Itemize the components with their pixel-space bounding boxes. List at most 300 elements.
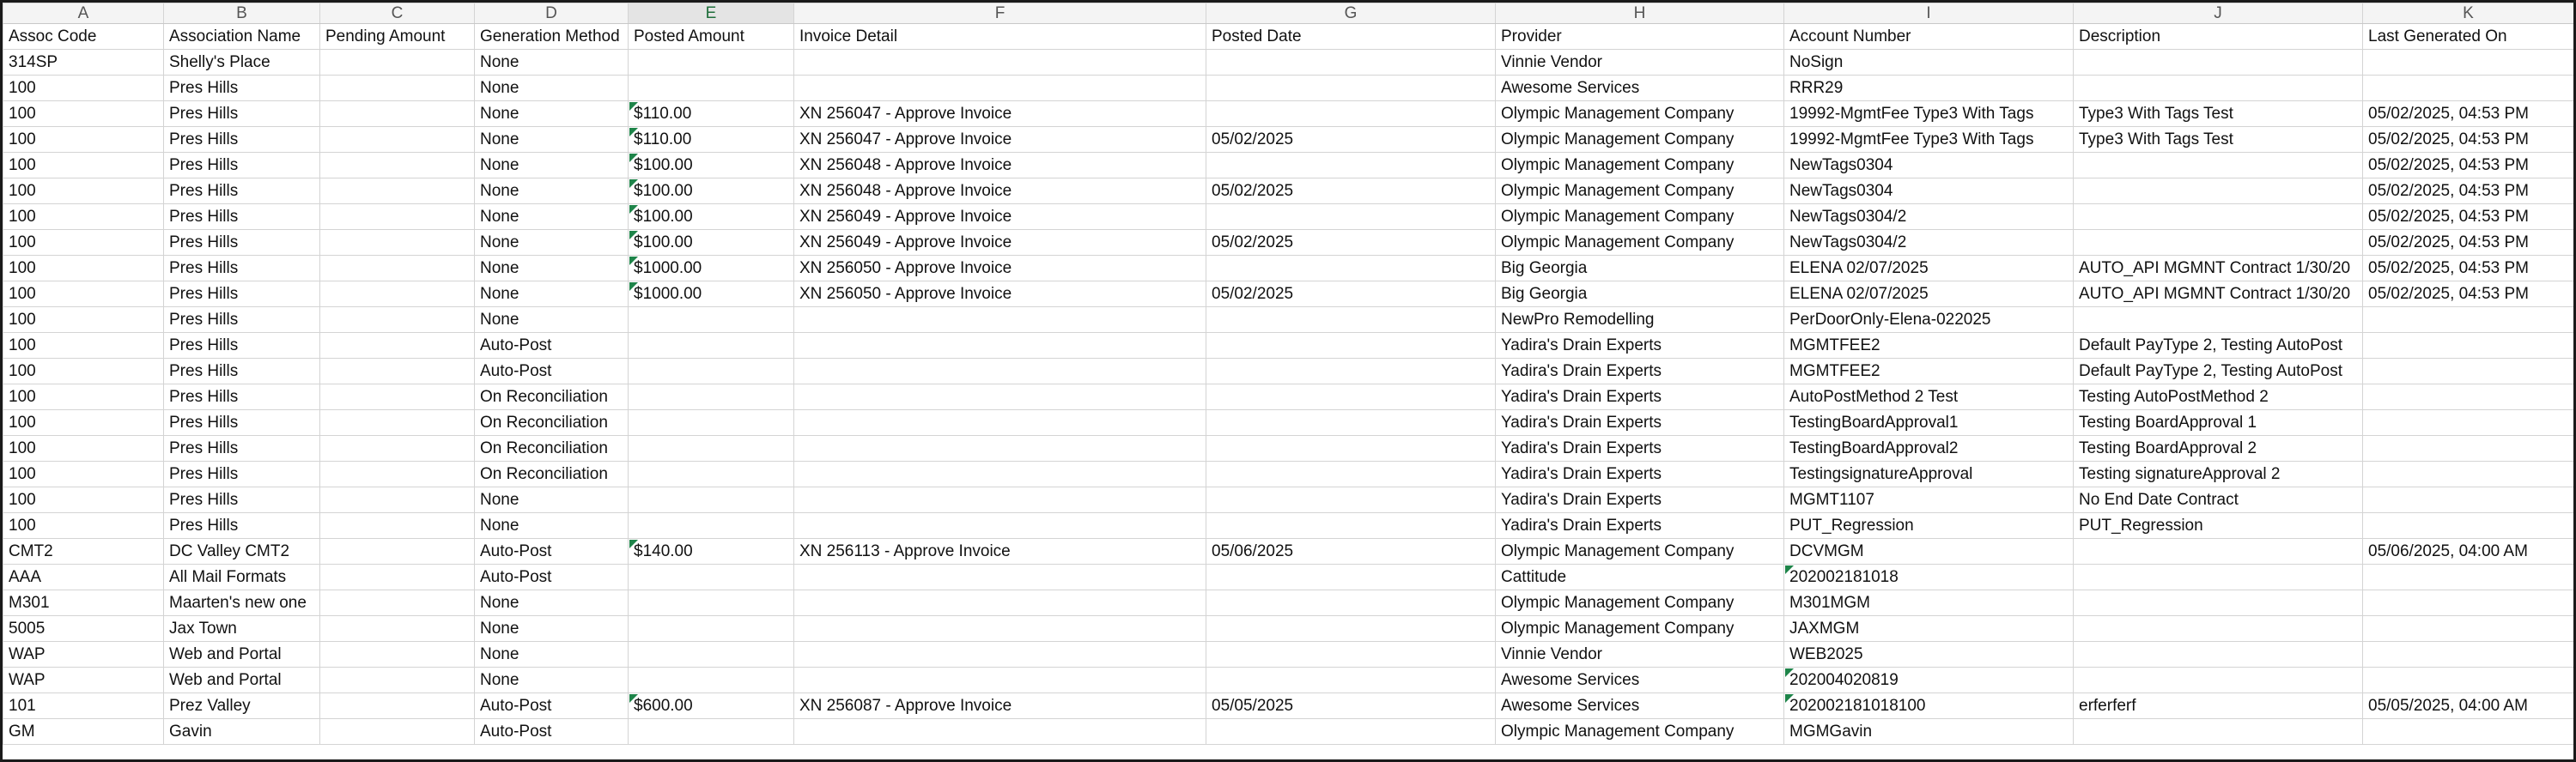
- column-letter-k[interactable]: K: [2363, 3, 2574, 24]
- cell-b[interactable]: [164, 616, 320, 642]
- cell-h[interactable]: [1496, 178, 1784, 204]
- cell-g[interactable]: [1206, 436, 1496, 462]
- cell-g[interactable]: [1206, 307, 1496, 333]
- cell-i[interactable]: [1784, 204, 2074, 230]
- cell-j[interactable]: [2074, 539, 2363, 565]
- cell-b[interactable]: [164, 590, 320, 616]
- cell-f[interactable]: [794, 256, 1206, 281]
- cell-g[interactable]: [1206, 281, 1496, 307]
- cell-b[interactable]: [164, 101, 320, 127]
- cell-e[interactable]: [629, 333, 794, 359]
- cell-d[interactable]: [475, 590, 629, 616]
- header-cell-e[interactable]: Posted Amount: [629, 24, 794, 50]
- cell-h[interactable]: [1496, 513, 1784, 539]
- cell-d[interactable]: [475, 50, 629, 76]
- cell-g[interactable]: [1206, 127, 1496, 153]
- cell-d[interactable]: [475, 153, 629, 178]
- cell-b[interactable]: [164, 281, 320, 307]
- cell-h[interactable]: [1496, 359, 1784, 384]
- cell-a[interactable]: [3, 436, 164, 462]
- cell-b[interactable]: [164, 256, 320, 281]
- cell-d[interactable]: [475, 410, 629, 436]
- cell-j[interactable]: [2074, 384, 2363, 410]
- cell-i[interactable]: [1784, 436, 2074, 462]
- cell-f[interactable]: [794, 693, 1206, 719]
- cell-c[interactable]: [320, 76, 475, 101]
- cell-h[interactable]: [1496, 668, 1784, 693]
- cell-h[interactable]: [1496, 307, 1784, 333]
- column-letter-d[interactable]: D: [475, 3, 629, 24]
- cell-f[interactable]: [794, 333, 1206, 359]
- cell-c[interactable]: [320, 616, 475, 642]
- column-letter-e[interactable]: E: [629, 3, 794, 24]
- cell-i[interactable]: [1784, 462, 2074, 487]
- cell-c[interactable]: [320, 50, 475, 76]
- cell-g[interactable]: [1206, 590, 1496, 616]
- cell-h[interactable]: [1496, 693, 1784, 719]
- cell-j[interactable]: [2074, 668, 2363, 693]
- cell-d[interactable]: [475, 333, 629, 359]
- cell-a[interactable]: [3, 719, 164, 745]
- cell-b[interactable]: [164, 513, 320, 539]
- cell-d[interactable]: [475, 539, 629, 565]
- cell-g[interactable]: [1206, 693, 1496, 719]
- cell-d[interactable]: [475, 436, 629, 462]
- cell-d[interactable]: [475, 307, 629, 333]
- cell-g[interactable]: [1206, 101, 1496, 127]
- cell-c[interactable]: [320, 230, 475, 256]
- cell-c[interactable]: [320, 307, 475, 333]
- cell-d[interactable]: [475, 101, 629, 127]
- cell-c[interactable]: [320, 281, 475, 307]
- cell-g[interactable]: [1206, 642, 1496, 668]
- cell-h[interactable]: [1496, 153, 1784, 178]
- cell-j[interactable]: [2074, 590, 2363, 616]
- cell-c[interactable]: [320, 565, 475, 590]
- cell-j[interactable]: [2074, 307, 2363, 333]
- cell-h[interactable]: [1496, 410, 1784, 436]
- cell-a[interactable]: [3, 153, 164, 178]
- cell-h[interactable]: [1496, 384, 1784, 410]
- header-cell-j[interactable]: Description: [2074, 24, 2363, 50]
- cell-h[interactable]: [1496, 487, 1784, 513]
- cell-b[interactable]: [164, 539, 320, 565]
- cell-b[interactable]: [164, 127, 320, 153]
- cell-d[interactable]: [475, 642, 629, 668]
- cell-g[interactable]: [1206, 230, 1496, 256]
- cell-j[interactable]: [2074, 359, 2363, 384]
- header-cell-b[interactable]: Association Name: [164, 24, 320, 50]
- cell-k[interactable]: [2363, 50, 2574, 76]
- cell-j[interactable]: [2074, 127, 2363, 153]
- cell-k[interactable]: [2363, 204, 2574, 230]
- cell-b[interactable]: [164, 333, 320, 359]
- cell-c[interactable]: [320, 513, 475, 539]
- cell-f[interactable]: [794, 436, 1206, 462]
- cell-d[interactable]: [475, 462, 629, 487]
- cell-a[interactable]: [3, 668, 164, 693]
- cell-j[interactable]: [2074, 462, 2363, 487]
- column-letter-g[interactable]: G: [1206, 3, 1496, 24]
- cell-i[interactable]: [1784, 307, 2074, 333]
- cell-a[interactable]: [3, 616, 164, 642]
- cell-h[interactable]: [1496, 256, 1784, 281]
- cell-i[interactable]: [1784, 230, 2074, 256]
- cell-f[interactable]: [794, 668, 1206, 693]
- cell-c[interactable]: [320, 642, 475, 668]
- cell-e[interactable]: [629, 693, 794, 719]
- cell-c[interactable]: [320, 127, 475, 153]
- cell-h[interactable]: [1496, 565, 1784, 590]
- cell-f[interactable]: [794, 127, 1206, 153]
- cell-b[interactable]: [164, 230, 320, 256]
- cell-f[interactable]: [794, 230, 1206, 256]
- cell-f[interactable]: [794, 359, 1206, 384]
- cell-d[interactable]: [475, 384, 629, 410]
- cell-c[interactable]: [320, 178, 475, 204]
- cell-b[interactable]: [164, 642, 320, 668]
- cell-a[interactable]: [3, 539, 164, 565]
- cell-g[interactable]: [1206, 719, 1496, 745]
- cell-f[interactable]: [794, 101, 1206, 127]
- cell-f[interactable]: [794, 487, 1206, 513]
- cell-j[interactable]: [2074, 230, 2363, 256]
- cell-k[interactable]: [2363, 256, 2574, 281]
- cell-g[interactable]: [1206, 539, 1496, 565]
- cell-b[interactable]: [164, 565, 320, 590]
- cell-a[interactable]: [3, 50, 164, 76]
- cell-i[interactable]: [1784, 668, 2074, 693]
- cell-e[interactable]: [629, 359, 794, 384]
- cell-b[interactable]: [164, 693, 320, 719]
- cell-k[interactable]: [2363, 513, 2574, 539]
- column-letter-h[interactable]: H: [1496, 3, 1784, 24]
- cell-g[interactable]: [1206, 616, 1496, 642]
- cell-j[interactable]: [2074, 178, 2363, 204]
- cell-a[interactable]: [3, 590, 164, 616]
- cell-g[interactable]: [1206, 204, 1496, 230]
- cell-i[interactable]: [1784, 642, 2074, 668]
- cell-d[interactable]: [475, 719, 629, 745]
- cell-g[interactable]: [1206, 384, 1496, 410]
- header-cell-c[interactable]: Pending Amount: [320, 24, 475, 50]
- cell-e[interactable]: [629, 76, 794, 101]
- cell-b[interactable]: [164, 178, 320, 204]
- cell-i[interactable]: [1784, 719, 2074, 745]
- cell-j[interactable]: [2074, 281, 2363, 307]
- cell-j[interactable]: [2074, 719, 2363, 745]
- cell-c[interactable]: [320, 101, 475, 127]
- cell-d[interactable]: [475, 230, 629, 256]
- cell-b[interactable]: [164, 307, 320, 333]
- header-cell-g[interactable]: Posted Date: [1206, 24, 1496, 50]
- cell-j[interactable]: [2074, 204, 2363, 230]
- cell-h[interactable]: [1496, 127, 1784, 153]
- cell-j[interactable]: [2074, 642, 2363, 668]
- cell-b[interactable]: [164, 487, 320, 513]
- cell-i[interactable]: [1784, 410, 2074, 436]
- cell-c[interactable]: [320, 333, 475, 359]
- cell-g[interactable]: [1206, 178, 1496, 204]
- cell-i[interactable]: [1784, 127, 2074, 153]
- cell-c[interactable]: [320, 384, 475, 410]
- cell-k[interactable]: [2363, 462, 2574, 487]
- cell-k[interactable]: [2363, 616, 2574, 642]
- cell-j[interactable]: [2074, 410, 2363, 436]
- cell-h[interactable]: [1496, 616, 1784, 642]
- cell-d[interactable]: [475, 487, 629, 513]
- cell-d[interactable]: [475, 616, 629, 642]
- header-cell-a[interactable]: Assoc Code: [3, 24, 164, 50]
- cell-e[interactable]: [629, 565, 794, 590]
- cell-b[interactable]: [164, 410, 320, 436]
- cell-h[interactable]: [1496, 462, 1784, 487]
- cell-h[interactable]: [1496, 642, 1784, 668]
- cell-k[interactable]: [2363, 487, 2574, 513]
- column-letter-c[interactable]: C: [320, 3, 475, 24]
- cell-g[interactable]: [1206, 76, 1496, 101]
- cell-b[interactable]: [164, 668, 320, 693]
- cell-e[interactable]: [629, 153, 794, 178]
- cell-a[interactable]: [3, 76, 164, 101]
- cell-c[interactable]: [320, 256, 475, 281]
- cell-f[interactable]: [794, 719, 1206, 745]
- cell-b[interactable]: [164, 50, 320, 76]
- cell-k[interactable]: [2363, 436, 2574, 462]
- cell-j[interactable]: [2074, 256, 2363, 281]
- cell-g[interactable]: [1206, 153, 1496, 178]
- cell-j[interactable]: [2074, 616, 2363, 642]
- cell-e[interactable]: [629, 50, 794, 76]
- cell-d[interactable]: [475, 281, 629, 307]
- cell-g[interactable]: [1206, 256, 1496, 281]
- cell-i[interactable]: [1784, 178, 2074, 204]
- cell-e[interactable]: [629, 616, 794, 642]
- cell-b[interactable]: [164, 204, 320, 230]
- header-cell-i[interactable]: Account Number: [1784, 24, 2074, 50]
- cell-a[interactable]: [3, 178, 164, 204]
- cell-e[interactable]: [629, 101, 794, 127]
- cell-f[interactable]: [794, 307, 1206, 333]
- cell-e[interactable]: [629, 668, 794, 693]
- cell-a[interactable]: [3, 513, 164, 539]
- cell-a[interactable]: [3, 333, 164, 359]
- cell-c[interactable]: [320, 590, 475, 616]
- cell-d[interactable]: [475, 204, 629, 230]
- cell-f[interactable]: [794, 642, 1206, 668]
- cell-j[interactable]: [2074, 333, 2363, 359]
- cell-c[interactable]: [320, 719, 475, 745]
- cell-c[interactable]: [320, 204, 475, 230]
- cell-a[interactable]: [3, 565, 164, 590]
- cell-j[interactable]: [2074, 50, 2363, 76]
- cell-k[interactable]: [2363, 668, 2574, 693]
- cell-f[interactable]: [794, 616, 1206, 642]
- cell-c[interactable]: [320, 539, 475, 565]
- column-letter-j[interactable]: J: [2074, 3, 2363, 24]
- cell-e[interactable]: [629, 230, 794, 256]
- header-cell-k[interactable]: Last Generated On: [2363, 24, 2574, 50]
- cell-k[interactable]: [2363, 693, 2574, 719]
- header-cell-d[interactable]: Generation Method: [475, 24, 629, 50]
- cell-i[interactable]: [1784, 50, 2074, 76]
- cell-i[interactable]: [1784, 384, 2074, 410]
- cell-d[interactable]: [475, 359, 629, 384]
- cell-k[interactable]: [2363, 410, 2574, 436]
- cell-f[interactable]: [794, 50, 1206, 76]
- cell-i[interactable]: [1784, 281, 2074, 307]
- cell-i[interactable]: [1784, 153, 2074, 178]
- cell-f[interactable]: [794, 204, 1206, 230]
- cell-h[interactable]: [1496, 539, 1784, 565]
- cell-a[interactable]: [3, 384, 164, 410]
- column-letter-f[interactable]: F: [794, 3, 1206, 24]
- cell-k[interactable]: [2363, 642, 2574, 668]
- header-cell-h[interactable]: Provider: [1496, 24, 1784, 50]
- cell-i[interactable]: [1784, 487, 2074, 513]
- cell-h[interactable]: [1496, 590, 1784, 616]
- cell-i[interactable]: [1784, 616, 2074, 642]
- cell-b[interactable]: [164, 359, 320, 384]
- cell-h[interactable]: [1496, 50, 1784, 76]
- cell-c[interactable]: [320, 462, 475, 487]
- cell-d[interactable]: [475, 178, 629, 204]
- cell-i[interactable]: [1784, 565, 2074, 590]
- cell-j[interactable]: [2074, 101, 2363, 127]
- cell-k[interactable]: [2363, 333, 2574, 359]
- cell-k[interactable]: [2363, 590, 2574, 616]
- cell-b[interactable]: [164, 436, 320, 462]
- cell-j[interactable]: [2074, 693, 2363, 719]
- cell-g[interactable]: [1206, 513, 1496, 539]
- cell-k[interactable]: [2363, 281, 2574, 307]
- cell-f[interactable]: [794, 462, 1206, 487]
- cell-k[interactable]: [2363, 153, 2574, 178]
- cell-j[interactable]: [2074, 513, 2363, 539]
- cell-i[interactable]: [1784, 539, 2074, 565]
- cell-a[interactable]: [3, 307, 164, 333]
- cell-h[interactable]: [1496, 719, 1784, 745]
- cell-b[interactable]: [164, 153, 320, 178]
- cell-h[interactable]: [1496, 230, 1784, 256]
- cell-g[interactable]: [1206, 410, 1496, 436]
- cell-k[interactable]: [2363, 539, 2574, 565]
- cell-b[interactable]: [164, 384, 320, 410]
- cell-a[interactable]: [3, 642, 164, 668]
- cell-e[interactable]: [629, 642, 794, 668]
- cell-b[interactable]: [164, 76, 320, 101]
- cell-a[interactable]: [3, 693, 164, 719]
- cell-i[interactable]: [1784, 76, 2074, 101]
- column-letter-b[interactable]: B: [164, 3, 320, 24]
- cell-f[interactable]: [794, 565, 1206, 590]
- cell-k[interactable]: [2363, 384, 2574, 410]
- cell-c[interactable]: [320, 410, 475, 436]
- cell-g[interactable]: [1206, 50, 1496, 76]
- cell-a[interactable]: [3, 359, 164, 384]
- cell-e[interactable]: [629, 590, 794, 616]
- cell-h[interactable]: [1496, 333, 1784, 359]
- cell-a[interactable]: [3, 127, 164, 153]
- cell-k[interactable]: [2363, 719, 2574, 745]
- cell-e[interactable]: [629, 281, 794, 307]
- cell-e[interactable]: [629, 462, 794, 487]
- cell-f[interactable]: [794, 76, 1206, 101]
- cell-f[interactable]: [794, 590, 1206, 616]
- cell-a[interactable]: [3, 487, 164, 513]
- cell-b[interactable]: [164, 462, 320, 487]
- cell-e[interactable]: [629, 384, 794, 410]
- cell-k[interactable]: [2363, 127, 2574, 153]
- cell-e[interactable]: [629, 410, 794, 436]
- cell-a[interactable]: [3, 256, 164, 281]
- cell-a[interactable]: [3, 410, 164, 436]
- cell-g[interactable]: [1206, 565, 1496, 590]
- cell-i[interactable]: [1784, 359, 2074, 384]
- cell-i[interactable]: [1784, 513, 2074, 539]
- cell-k[interactable]: [2363, 307, 2574, 333]
- cell-h[interactable]: [1496, 204, 1784, 230]
- cell-j[interactable]: [2074, 565, 2363, 590]
- cell-k[interactable]: [2363, 101, 2574, 127]
- cell-f[interactable]: [794, 384, 1206, 410]
- cell-h[interactable]: [1496, 436, 1784, 462]
- cell-f[interactable]: [794, 513, 1206, 539]
- cell-d[interactable]: [475, 256, 629, 281]
- cell-c[interactable]: [320, 359, 475, 384]
- cell-c[interactable]: [320, 693, 475, 719]
- cell-c[interactable]: [320, 487, 475, 513]
- cell-g[interactable]: [1206, 359, 1496, 384]
- cell-a[interactable]: [3, 462, 164, 487]
- cell-e[interactable]: [629, 539, 794, 565]
- cell-d[interactable]: [475, 668, 629, 693]
- cell-i[interactable]: [1784, 256, 2074, 281]
- cell-a[interactable]: [3, 101, 164, 127]
- cell-k[interactable]: [2363, 76, 2574, 101]
- cell-j[interactable]: [2074, 436, 2363, 462]
- header-cell-f[interactable]: Invoice Detail: [794, 24, 1206, 50]
- cell-i[interactable]: [1784, 590, 2074, 616]
- cell-h[interactable]: [1496, 101, 1784, 127]
- cell-f[interactable]: [794, 153, 1206, 178]
- cell-c[interactable]: [320, 436, 475, 462]
- cell-h[interactable]: [1496, 76, 1784, 101]
- cell-e[interactable]: [629, 307, 794, 333]
- cell-d[interactable]: [475, 693, 629, 719]
- cell-e[interactable]: [629, 178, 794, 204]
- cell-k[interactable]: [2363, 178, 2574, 204]
- cell-j[interactable]: [2074, 153, 2363, 178]
- cell-e[interactable]: [629, 719, 794, 745]
- cell-e[interactable]: [629, 436, 794, 462]
- cell-e[interactable]: [629, 513, 794, 539]
- cell-g[interactable]: [1206, 668, 1496, 693]
- cell-a[interactable]: [3, 204, 164, 230]
- column-letter-i[interactable]: I: [1784, 3, 2074, 24]
- cell-i[interactable]: [1784, 693, 2074, 719]
- cell-j[interactable]: [2074, 76, 2363, 101]
- cell-e[interactable]: [629, 256, 794, 281]
- cell-e[interactable]: [629, 127, 794, 153]
- cell-h[interactable]: [1496, 281, 1784, 307]
- cell-d[interactable]: [475, 565, 629, 590]
- cell-c[interactable]: [320, 153, 475, 178]
- cell-j[interactable]: [2074, 487, 2363, 513]
- cell-d[interactable]: [475, 127, 629, 153]
- cell-e[interactable]: [629, 204, 794, 230]
- cell-f[interactable]: [794, 539, 1206, 565]
